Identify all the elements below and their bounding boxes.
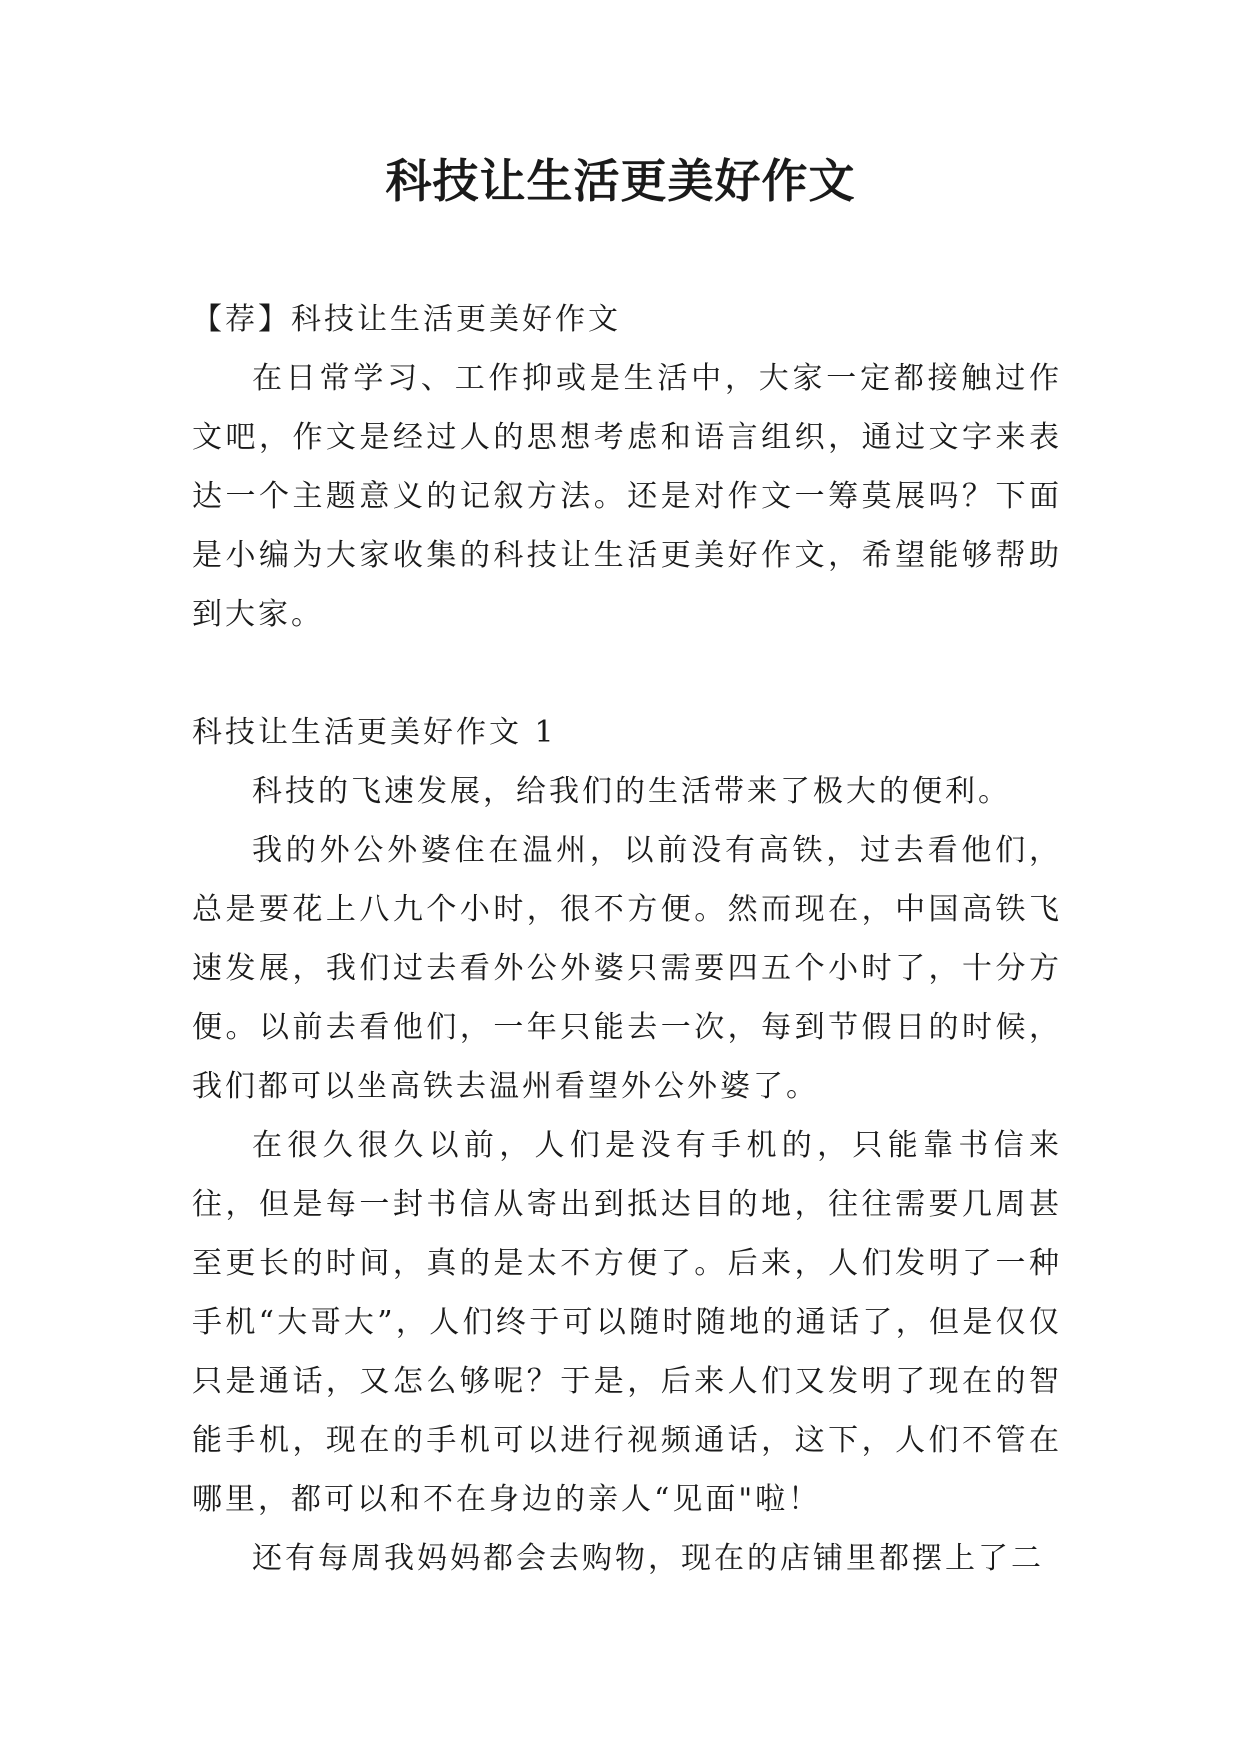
section-spacer [192,644,1062,703]
body-paragraph: 我的外公外婆住在温州，以前没有高铁，过去看他们，总是要花上八九个小时，很不方便。然而现在，中国高铁飞速发展，我们过去看外公外婆只需要四五个小时了，十分方便。以前去看他们，一年只能去一次，每到节假日的时候，我们都可以坐高铁去温州看望外公外婆了。 [192,833,1062,1104]
document-body [192,290,1062,1588]
body-paragraph: 还有每周我妈妈都会去购物，现在的店铺里都摆上了二 [252,1541,1044,1576]
body-paragraph: 在很久很久以前，人们是没有手机的，只能靠书信来往，但是每一封书信从寄出到抵达目的地，往往需要几周甚至更长的时间，真的是太不方便了。后来，人们发明了一种手机“大哥大”，人们终于可以随时随地的通话了，但是仅仅只是通话，又怎么够呢？于是，后来人们又发明了现在的智能手机，现在的手机可以进行视频通话，这下，人们不管在哪里，都可以和不在身边的亲人“见面"啦！ [192,1128,1062,1517]
intro-heading: 【荐】科技让生活更美好作文 [192,302,621,337]
document-title: 科技让生活更美好作文 [385,154,856,208]
intro-paragraph: 在日常学习、工作抑或是生活中，大家一定都接触过作文吧，作文是经过人的思想考虑和语言组织，通过文字来表达一个主题意义的记叙方法。还是对作文一筹莫展吗？下面是小编为大家收集的科技让生活更美好作文，希望能够帮助到大家。 [192,361,1062,632]
section-heading: 科技让生活更美好作文 1 [192,715,557,750]
body-paragraph: 科技的飞速发展，给我们的生活带来了极大的便利。 [252,774,1011,809]
